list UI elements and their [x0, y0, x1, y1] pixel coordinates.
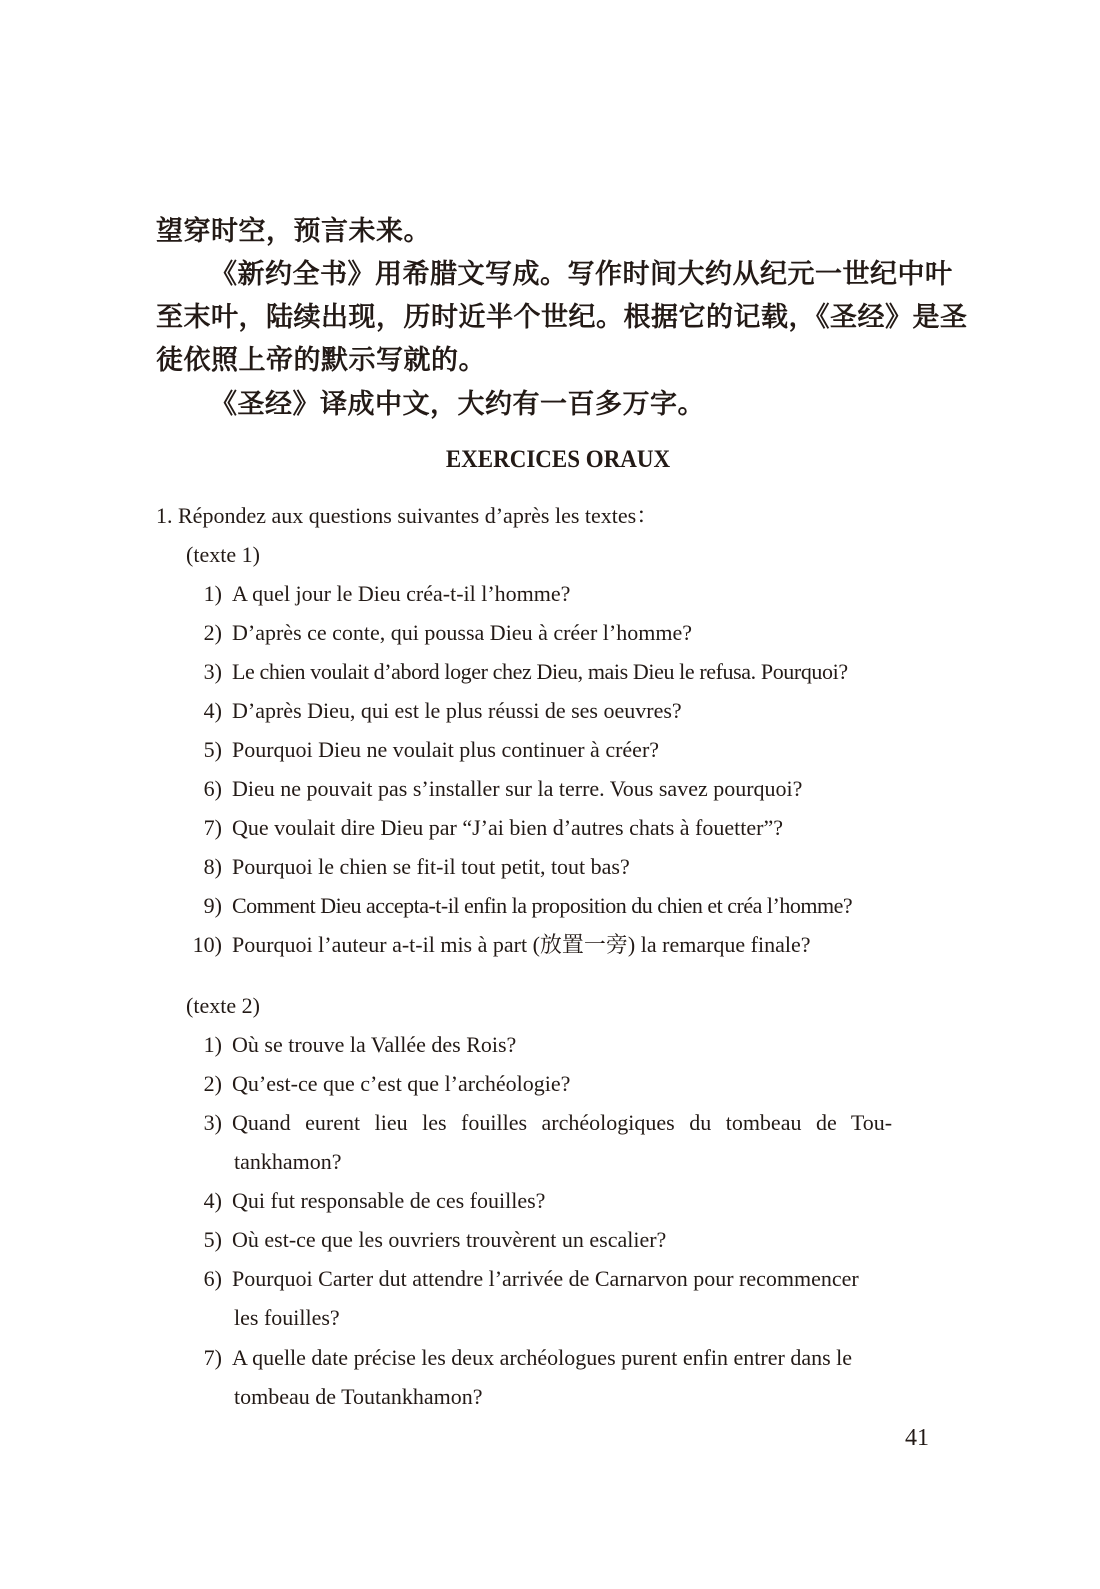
question-text: D’après ce conte, qui poussa Dieu à créer l’homme? [232, 620, 692, 645]
question-number: 3) [203, 1110, 222, 1135]
question-number: 7) [203, 1345, 222, 1370]
question-item [192, 1190, 545, 1212]
question-text: Que voulait dire Dieu par “J’ai bien d’autres chats à fouetter”? [232, 815, 783, 840]
question-item [192, 1073, 570, 1095]
chinese-text-line: 徒依照上帝的默示写就的。 [156, 345, 486, 376]
question-text: Comment Dieu accepta-t-il enfin la proposition du chien et créa l’homme? [232, 893, 853, 918]
exercise-number: 1. [156, 503, 173, 528]
question-item [192, 856, 630, 878]
question-number: 4) [203, 1188, 222, 1213]
question-continuation: tankhamon? [234, 1149, 342, 1174]
question-number: 1) [203, 581, 222, 606]
question-number: 6) [203, 1266, 222, 1291]
question-number: 8) [203, 854, 222, 879]
question-item [192, 778, 802, 800]
question-number: 5) [203, 1227, 222, 1252]
question-number: 5) [203, 737, 222, 762]
question-item [192, 622, 692, 644]
question-number: 6) [203, 776, 222, 801]
question-text: Qu’est-ce que c’est que l’archéologie? [232, 1071, 571, 1096]
question-number: 7) [203, 815, 222, 840]
question-item [192, 583, 570, 605]
question-item [192, 895, 852, 917]
question-item [192, 661, 848, 683]
question-number: 9) [203, 893, 222, 918]
question-text: A quel jour le Dieu créa-t-il l’homme? [232, 581, 571, 606]
question-text: Pourquoi l’auteur a-t-il mis à part (放置一旁) la remarque finale? [232, 932, 811, 957]
question-text: D’après Dieu, qui est le plus réussi de ses oeuvres? [232, 698, 682, 723]
question-text: Où est-ce que les ouvriers trouvèrent un escalier? [232, 1227, 667, 1252]
chinese-text-line: 至末叶，陆续出现，历时近半个世纪。根据它的记载，《圣经》是圣 [156, 302, 968, 333]
chinese-text-line: 望穿时空，预言未来。 [156, 216, 431, 247]
question-item [192, 1034, 516, 1056]
question-item [192, 1112, 892, 1134]
question-number: 10) [192, 932, 222, 957]
question-number: 4) [203, 698, 222, 723]
question-number: 2) [203, 1071, 222, 1096]
question-text: Dieu ne pouvait pas s’installer sur la terre. Vous savez pourquoi? [232, 776, 803, 801]
exercise-instruction-text: Répondez aux questions suivantes d’après les textes： [178, 503, 659, 528]
question-item [192, 1229, 666, 1251]
texte2-label: (texte 2) [186, 993, 260, 1018]
question-item [192, 1347, 852, 1369]
question-continuation: les fouilles? [234, 1305, 340, 1330]
question-text: Pourquoi le chien se fit-il tout petit, tout bas? [232, 854, 630, 879]
question-item [192, 1268, 859, 1290]
question-item [192, 739, 659, 761]
page-number: 41 [905, 1425, 929, 1451]
question-text: Où se trouve la Vallée des Rois? [232, 1032, 517, 1057]
exercise-instruction [156, 505, 658, 527]
question-text: Pourquoi Carter dut attendre l’arrivée de Carnarvon pour recommencer [232, 1266, 859, 1291]
question-item [192, 700, 682, 722]
question-text: A quelle date précise les deux archéologues purent enfin entrer dans le [232, 1345, 853, 1370]
chinese-text-line: 《新约全书》用希腊文写成。写作时间大约从纪元一世纪中叶 [210, 259, 953, 290]
question-number: 2) [203, 620, 222, 645]
texte1-label: (texte 1) [186, 542, 260, 567]
question-continuation: tombeau de Toutankhamon? [234, 1384, 483, 1409]
question-text: Quand eurent lieu les fouilles archéologiques du tombeau de Tou- [232, 1110, 893, 1135]
question-item [192, 934, 811, 956]
question-text: Qui fut responsable de ces fouilles? [232, 1188, 546, 1213]
question-item [192, 817, 783, 839]
question-number: 1) [203, 1032, 222, 1057]
question-text: Le chien voulait d’abord loger chez Dieu, mais Dieu le refusa. Pourquoi? [232, 659, 848, 684]
question-number: 3) [203, 659, 222, 684]
chinese-text-line: 《圣经》译成中文，大约有一百多万字。 [210, 389, 705, 420]
section-heading: EXERCICES ORAUX [445, 446, 671, 473]
question-text: Pourquoi Dieu ne voulait plus continuer à créer? [232, 737, 660, 762]
